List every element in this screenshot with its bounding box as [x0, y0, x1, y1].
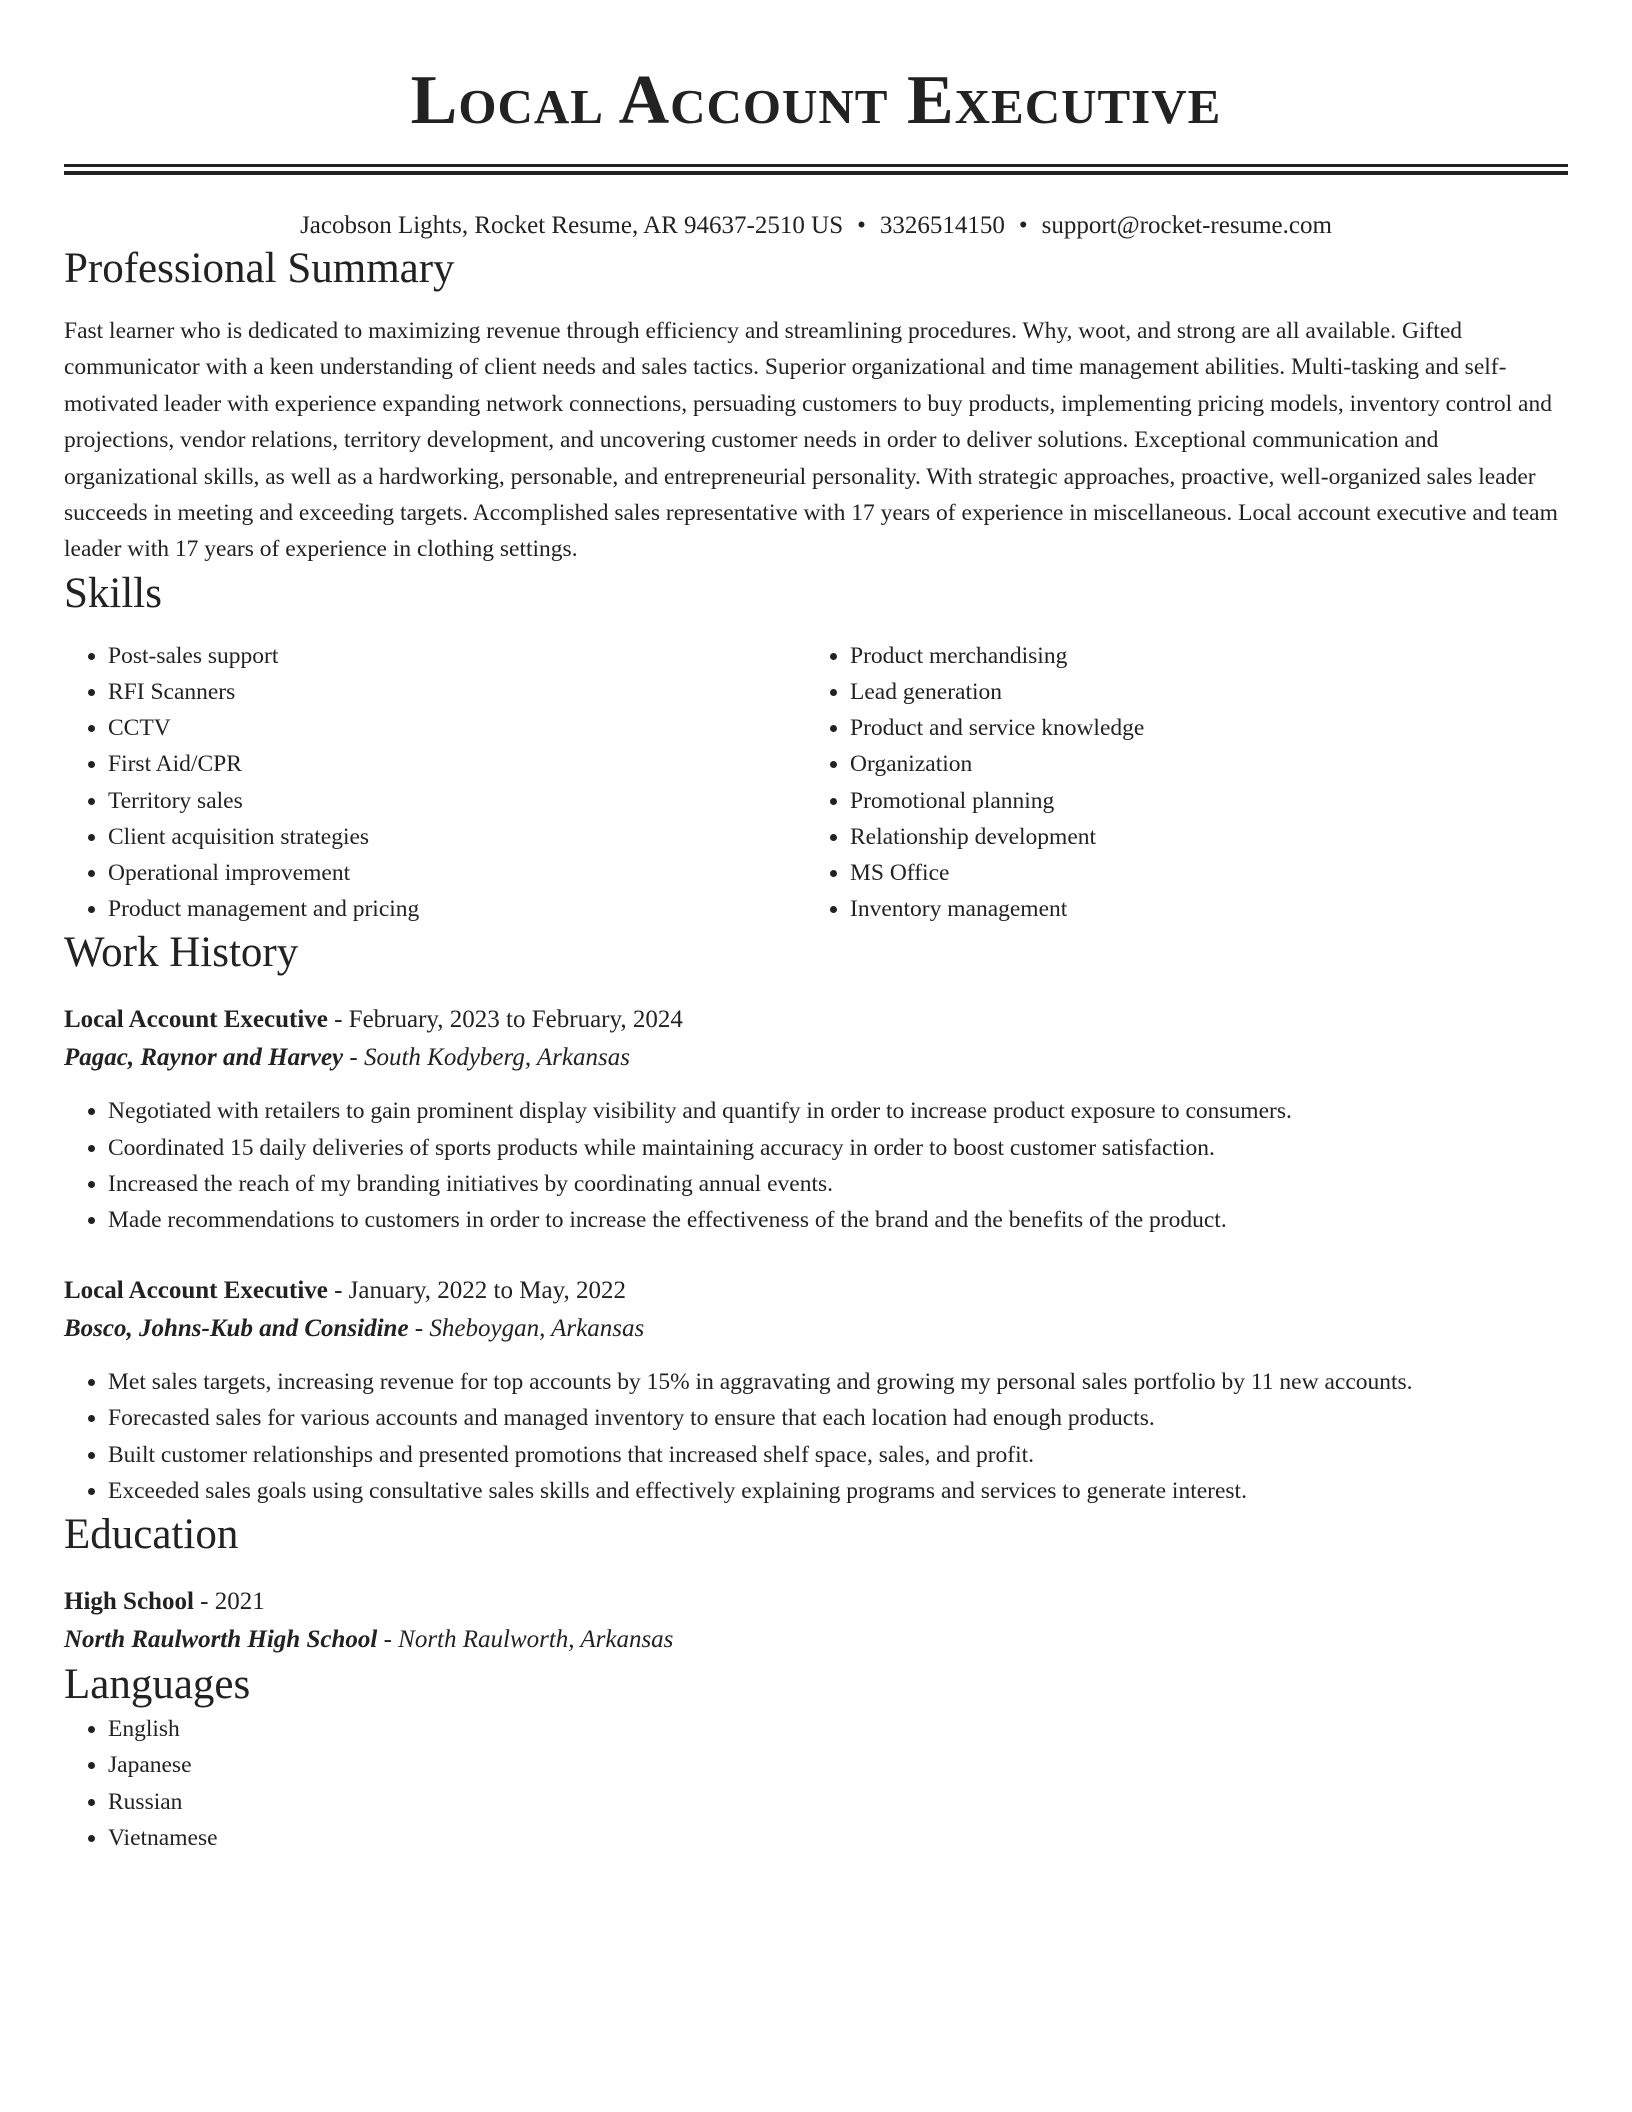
skill-item: • Promotional planning [850, 783, 1548, 819]
job-bullet: • Negotiated with retailers to gain prominent display visibility and quantify in order to increase product exposure to consumers. [108, 1093, 1568, 1129]
skills-list-right [806, 638, 1548, 928]
contact-line [64, 209, 1568, 243]
job-title-line [64, 1272, 1568, 1310]
skills-list-left [64, 638, 806, 928]
job-role: Local Account Executive [64, 1277, 328, 1305]
job-bullet: • Forecasted sales for various accounts and managed inventory to ensure that each location had enough products. [108, 1400, 1568, 1436]
job-company: Pagac, Raynor and Harvey [64, 1044, 344, 1072]
skill-item: • Organization [850, 746, 1548, 782]
skill-item: • Product merchandising [850, 638, 1548, 674]
skill-item: • CCTV [108, 710, 806, 746]
language-item: • Japanese [108, 1747, 1568, 1783]
job-dates: - January, 2022 to May, 2022 [327, 1277, 626, 1305]
job-bullet: • Exceeded sales goals using consultative sales skills and effectively explaining programs and services to generate interest. [108, 1473, 1568, 1509]
skill-item: • Lead generation [850, 674, 1548, 710]
skill-item: • MS Office [850, 855, 1548, 891]
job-bullet: • Built customer relationships and presented promotions that increased shelf space, sales, and profit. [108, 1437, 1568, 1473]
job-entry [64, 1272, 1568, 1509]
contact-separator: • [857, 212, 866, 239]
skill-item: • Post-sales support [108, 638, 806, 674]
skills-section-title: Skills [64, 569, 162, 617]
job-company-line [64, 1310, 1568, 1348]
education-location: - North Raulworth, Arkansas [377, 1626, 674, 1654]
skill-item: • Relationship development [850, 819, 1548, 855]
job-company-line [64, 1039, 1568, 1077]
education-degree: High School [64, 1588, 194, 1616]
skill-item: • Product and service knowledge [850, 710, 1548, 746]
education-degree-line [64, 1583, 1568, 1621]
skills-grid [64, 638, 1568, 928]
skill-item: • Operational improvement [108, 855, 806, 891]
job-bullet: • Increased the reach of my branding initiatives by coordinating annual events. [108, 1166, 1568, 1202]
skills-column-left [64, 638, 806, 928]
education-school-line [64, 1621, 1568, 1659]
skills-column-right [806, 638, 1548, 928]
job-bullet: • Coordinated 15 daily deliveries of sports products while maintaining accuracy in order to boost customer satisfaction. [108, 1130, 1568, 1166]
job-title-line [64, 1001, 1568, 1039]
summary-section-title: Professional Summary [64, 245, 455, 292]
contact-separator: • [1018, 212, 1028, 239]
language-item: • Vietnamese [108, 1820, 1568, 1856]
education-entry [64, 1583, 1568, 1659]
contact-phone: 3326514150 [879, 212, 1005, 239]
job-entry [64, 1001, 1568, 1238]
language-item: • English [108, 1711, 1568, 1747]
skill-item: • RFI Scanners [108, 674, 806, 710]
job-bullets [64, 1093, 1568, 1238]
contact-email: support@rocket-resume.com [1041, 212, 1332, 239]
job-bullet: • Met sales targets, increasing revenue for top accounts by 15% in aggravating and growing my personal sales portfolio by 11 new accounts. [108, 1364, 1568, 1400]
job-dates: - February, 2023 to February, 2024 [327, 1006, 683, 1034]
resume-name-heading: Local Account Executive [410, 62, 1222, 139]
contact-address: Jacobson Lights, Rocket Resume, AR 94637-2510 US [300, 212, 844, 239]
skill-item: • First Aid/CPR [108, 746, 806, 782]
header-double-rule [64, 164, 1568, 175]
job-bullet: • Made recommendations to customers in order to increase the effectiveness of the brand and the benefits of the product. [108, 1202, 1568, 1238]
education-section-title: Education [64, 1511, 239, 1559]
skill-item: • Client acquisition strategies [108, 819, 806, 855]
skill-item: • Product management and pricing [108, 891, 806, 927]
education-school: North Raulworth High School [64, 1626, 378, 1654]
job-role: Local Account Executive [64, 1006, 328, 1034]
languages-section-title: Languages [64, 1661, 251, 1709]
skill-item: • Territory sales [108, 783, 806, 819]
work-history-section-title: Work History [64, 929, 299, 977]
skill-item: • Inventory management [850, 891, 1548, 927]
summary-text: Fast learner who is dedicated to maximizing revenue through efficiency and streamlining procedures. Why, woot, and strong are all available. Gifted communicator with a keen understanding of client needs and sales tactics. Superior organizational and time management abilities. Multi-tasking and self-motivated leader with experience expanding network connections, persuading customers to buy products, implementing pricing models, inventory control and projections, vendor relations, territory development, and uncovering customer needs in order to deliver solutions. Exceptional communication and organizational skills, as well as a hardworking, personable, and entrepreneurial personality. With strategic approaches, proactive, well-organized sales leader succeeds in meeting and exceeding targets. Accomplished sales representative with 17 years of experience in miscellaneous. Local account executive and team leader with 17 years of experience in clothing settings. [64, 318, 1558, 563]
job-company: Bosco, Johns-Kub and Considine [64, 1315, 409, 1343]
job-location: - Sheboygan, Arkansas [408, 1315, 645, 1343]
education-year: - 2021 [193, 1588, 265, 1616]
job-location: - South Kodyberg, Arkansas [343, 1044, 630, 1072]
languages-list [64, 1711, 1568, 1856]
job-bullets [64, 1364, 1568, 1509]
language-item: • Russian [108, 1784, 1568, 1820]
